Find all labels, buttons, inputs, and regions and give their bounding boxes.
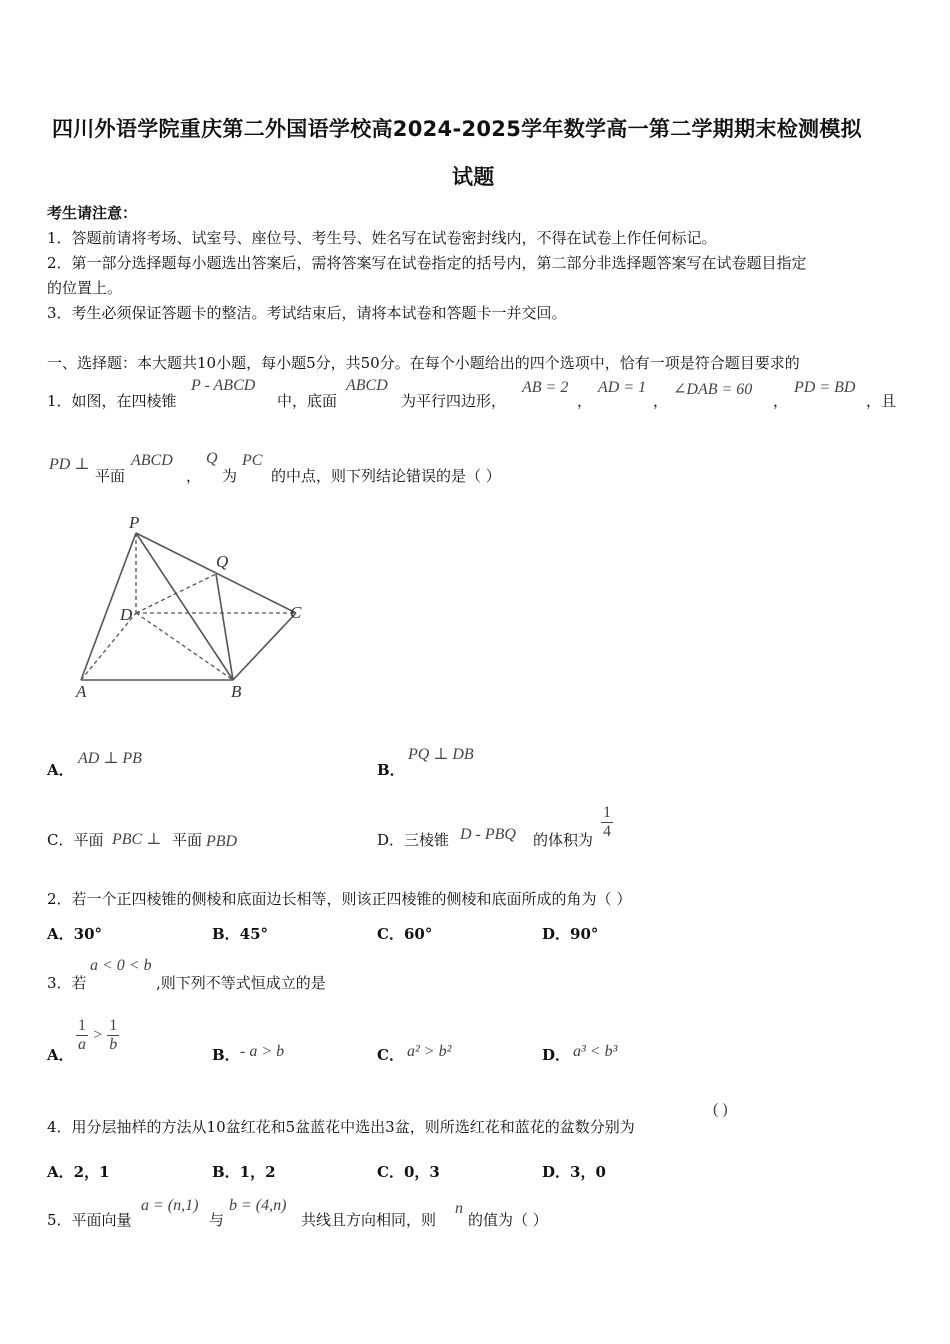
fraction-denominator: b <box>109 1036 118 1053</box>
pyramid-figure <box>70 510 320 705</box>
q1-math-ad: AD = 1 <box>598 379 647 396</box>
label-p: P <box>129 513 140 532</box>
q1-text-4: 平面 <box>95 467 126 485</box>
edge-bc <box>233 613 296 680</box>
edge-pc <box>136 533 296 613</box>
q1-option-a-label[interactable]: A． <box>47 761 74 779</box>
q4-option-b[interactable]: B．1，2 <box>212 1163 276 1181</box>
q1-math-pyramid: P - ABCD <box>191 377 256 394</box>
q1-text-6: 为 <box>222 467 238 485</box>
q1-option-d-text[interactable]: 的体积为 <box>533 831 594 849</box>
notice-item-2-cont: 的位置上。 <box>47 279 123 297</box>
q1-comma-1: ， <box>577 392 593 410</box>
q3-option-d-label[interactable]: D． <box>542 1046 571 1064</box>
q1-option-c-label[interactable]: C．平面 <box>47 831 104 849</box>
q2-text: 2．若一个正四棱锥的侧棱和底面边长相等，则该正四棱锥的侧棱和底面所成的角为（ ） <box>47 890 632 908</box>
fraction-numerator: 1 <box>109 1017 118 1034</box>
q3-option-d-math[interactable]: a³ < b³ <box>573 1043 618 1060</box>
notice-heading: 考生请注意： <box>47 204 138 222</box>
q1-text-1: 中，底面 <box>277 392 338 410</box>
q1-comma-2: ， <box>653 392 669 410</box>
q1-text-5: ， <box>186 467 202 485</box>
q3-option-c-label[interactable]: C． <box>377 1046 404 1064</box>
q1-option-d-fraction[interactable] <box>601 804 613 841</box>
q1-math-pd-perp: PD ⊥ <box>49 456 90 473</box>
q3-option-b-math[interactable]: - a > b <box>240 1043 285 1060</box>
q3-math-condition: a < 0 < b <box>90 957 152 974</box>
q1-math-ab: AB = 2 <box>522 379 569 396</box>
fraction-denominator: a <box>78 1036 86 1053</box>
q1-math-plane: ABCD <box>131 452 173 469</box>
q3-option-b-label[interactable]: B． <box>212 1046 240 1064</box>
q1-text-3: ，且 <box>866 392 897 410</box>
fraction-denominator: 4 <box>603 823 611 840</box>
q1-option-c-math-1[interactable]: PBC ⊥ <box>112 831 162 848</box>
q1-option-a-math[interactable]: AD ⊥ PB <box>78 750 142 767</box>
q1-math-q: Q <box>206 450 218 467</box>
q3-text: ,则下列不等式恒成立的是 <box>156 974 326 992</box>
q4-option-d[interactable]: D．3，0 <box>542 1163 606 1181</box>
fraction-numerator: 1 <box>603 804 611 821</box>
q1-number: 1．如图，在四棱锥 <box>47 392 177 410</box>
q1-comma-3: ， <box>773 392 789 410</box>
q5-text-2: 共线且方向相同，则 <box>301 1211 437 1229</box>
edge-qb <box>216 574 233 680</box>
fraction-1-over-a <box>76 1017 88 1054</box>
section-heading: 一、选择题：本大题共10小题，每小题5分，共50分。在每个小题给出的四个选项中，恰有一项是符合题目要求的 <box>47 354 800 372</box>
notice-item-3: 3．考生必须保证答题卡的整洁。考试结束后，请将本试卷和答题卡一并交回。 <box>47 304 567 322</box>
q5-math-vector-b: b = (4,n) <box>229 1197 287 1214</box>
q1-math-base: ABCD <box>346 377 388 394</box>
q4-text: 4．用分层抽样的方法从10盆红花和5盆蓝花中选出3盆，则所选红花和蓝花的盆数分别为 <box>47 1118 635 1136</box>
q5-text-1: 与 <box>209 1211 225 1229</box>
q1-option-d-label[interactable]: D．三棱锥 <box>377 831 450 849</box>
q2-option-d[interactable]: D．90° <box>542 925 599 943</box>
q1-option-c-text[interactable]: 平面 <box>172 831 203 849</box>
q1-math-angle: ∠DAB = 60 <box>673 381 753 398</box>
q1-text-2: 为平行四边形， <box>401 392 507 410</box>
notice-item-1: 1．答题前请将考场、试室号、座位号、考生号、姓名写在试卷密封线内，不得在试卷上作任何标记。 <box>47 229 717 247</box>
greater-than-sign: > <box>93 1026 103 1044</box>
label-a: A <box>76 682 87 701</box>
fraction-numerator: 1 <box>78 1017 86 1034</box>
q3-option-c-math[interactable]: a² > b² <box>407 1043 452 1060</box>
q1-math-pd-bd: PD = BD <box>794 379 856 396</box>
notice-item-2: 2．第一部分选择题每小题选出答案后，需将答案写在试卷指定的括号内，第二部分非选择题答案写在试卷题目指定 <box>47 254 807 272</box>
q5-math-vector-a: a = (n,1) <box>141 1197 199 1214</box>
edge-dq <box>136 574 216 613</box>
fraction-1-over-b <box>107 1017 119 1054</box>
page-title: 四川外语学院重庆第二外国语学校高2024-2025学年数学高一第二学期期末检测模拟 <box>52 117 862 141</box>
label-d: D <box>120 605 133 624</box>
q4-option-c[interactable]: C．0，3 <box>377 1163 440 1181</box>
q5-text-3: 的值为（ ） <box>468 1211 548 1229</box>
q3-number: 3．若 <box>47 974 87 992</box>
q4-option-a[interactable]: A．2，1 <box>47 1163 110 1181</box>
page-title-line2: 试题 <box>452 165 495 189</box>
q2-option-c[interactable]: C．60° <box>377 925 433 943</box>
q5-number: 5．平面向量 <box>47 1211 132 1229</box>
q2-option-b[interactable]: B．45° <box>212 925 269 943</box>
label-c: C <box>290 603 302 622</box>
q1-option-d-math[interactable]: D - PBQ <box>460 826 516 843</box>
edge-db <box>136 613 233 680</box>
label-q: Q <box>216 552 229 571</box>
q1-option-c-math-2[interactable]: PBD <box>206 833 238 850</box>
q1-option-b-label[interactable]: B． <box>377 761 405 779</box>
q3-option-a-math[interactable] <box>76 1017 119 1054</box>
q4-answer-paren[interactable]: ( ) <box>713 1101 728 1118</box>
q2-option-a[interactable]: A．30° <box>47 925 103 943</box>
q1-math-pc: PC <box>242 452 263 469</box>
q5-math-n: n <box>455 1200 463 1217</box>
q1-text-7: 的中点，则下列结论错误的是（ ） <box>271 467 501 485</box>
label-b: B <box>231 682 242 701</box>
q1-option-b-math[interactable]: PQ ⊥ DB <box>408 746 474 763</box>
q3-option-a-label[interactable]: A． <box>47 1046 74 1064</box>
